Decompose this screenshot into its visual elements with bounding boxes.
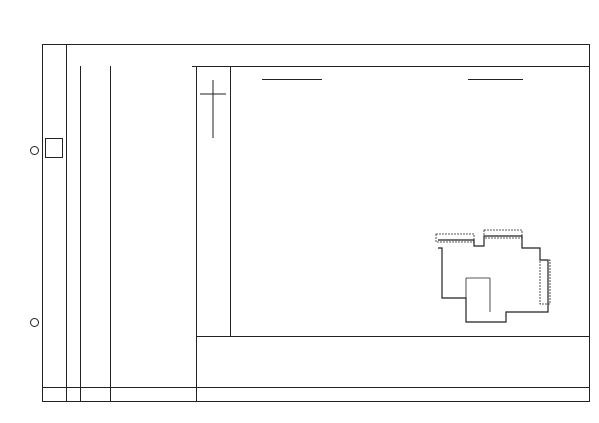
location-cross-icon bbox=[198, 80, 228, 140]
binder-hole-top bbox=[30, 146, 39, 155]
title-rule bbox=[192, 66, 590, 67]
footer-rule bbox=[42, 387, 590, 388]
table-col2 bbox=[110, 66, 111, 402]
binder-hole-bottom bbox=[30, 318, 39, 327]
left-col-divider bbox=[66, 44, 67, 402]
location-divider bbox=[230, 66, 231, 336]
floor-plan-drawing bbox=[428, 226, 578, 326]
table-col3 bbox=[196, 66, 197, 402]
legend-rule bbox=[196, 336, 590, 337]
survey-document bbox=[42, 44, 590, 402]
applicant-stamp bbox=[45, 138, 63, 158]
table-col1 bbox=[80, 66, 81, 402]
scale-rule bbox=[262, 79, 322, 80]
plan-scale-rule bbox=[468, 79, 523, 80]
